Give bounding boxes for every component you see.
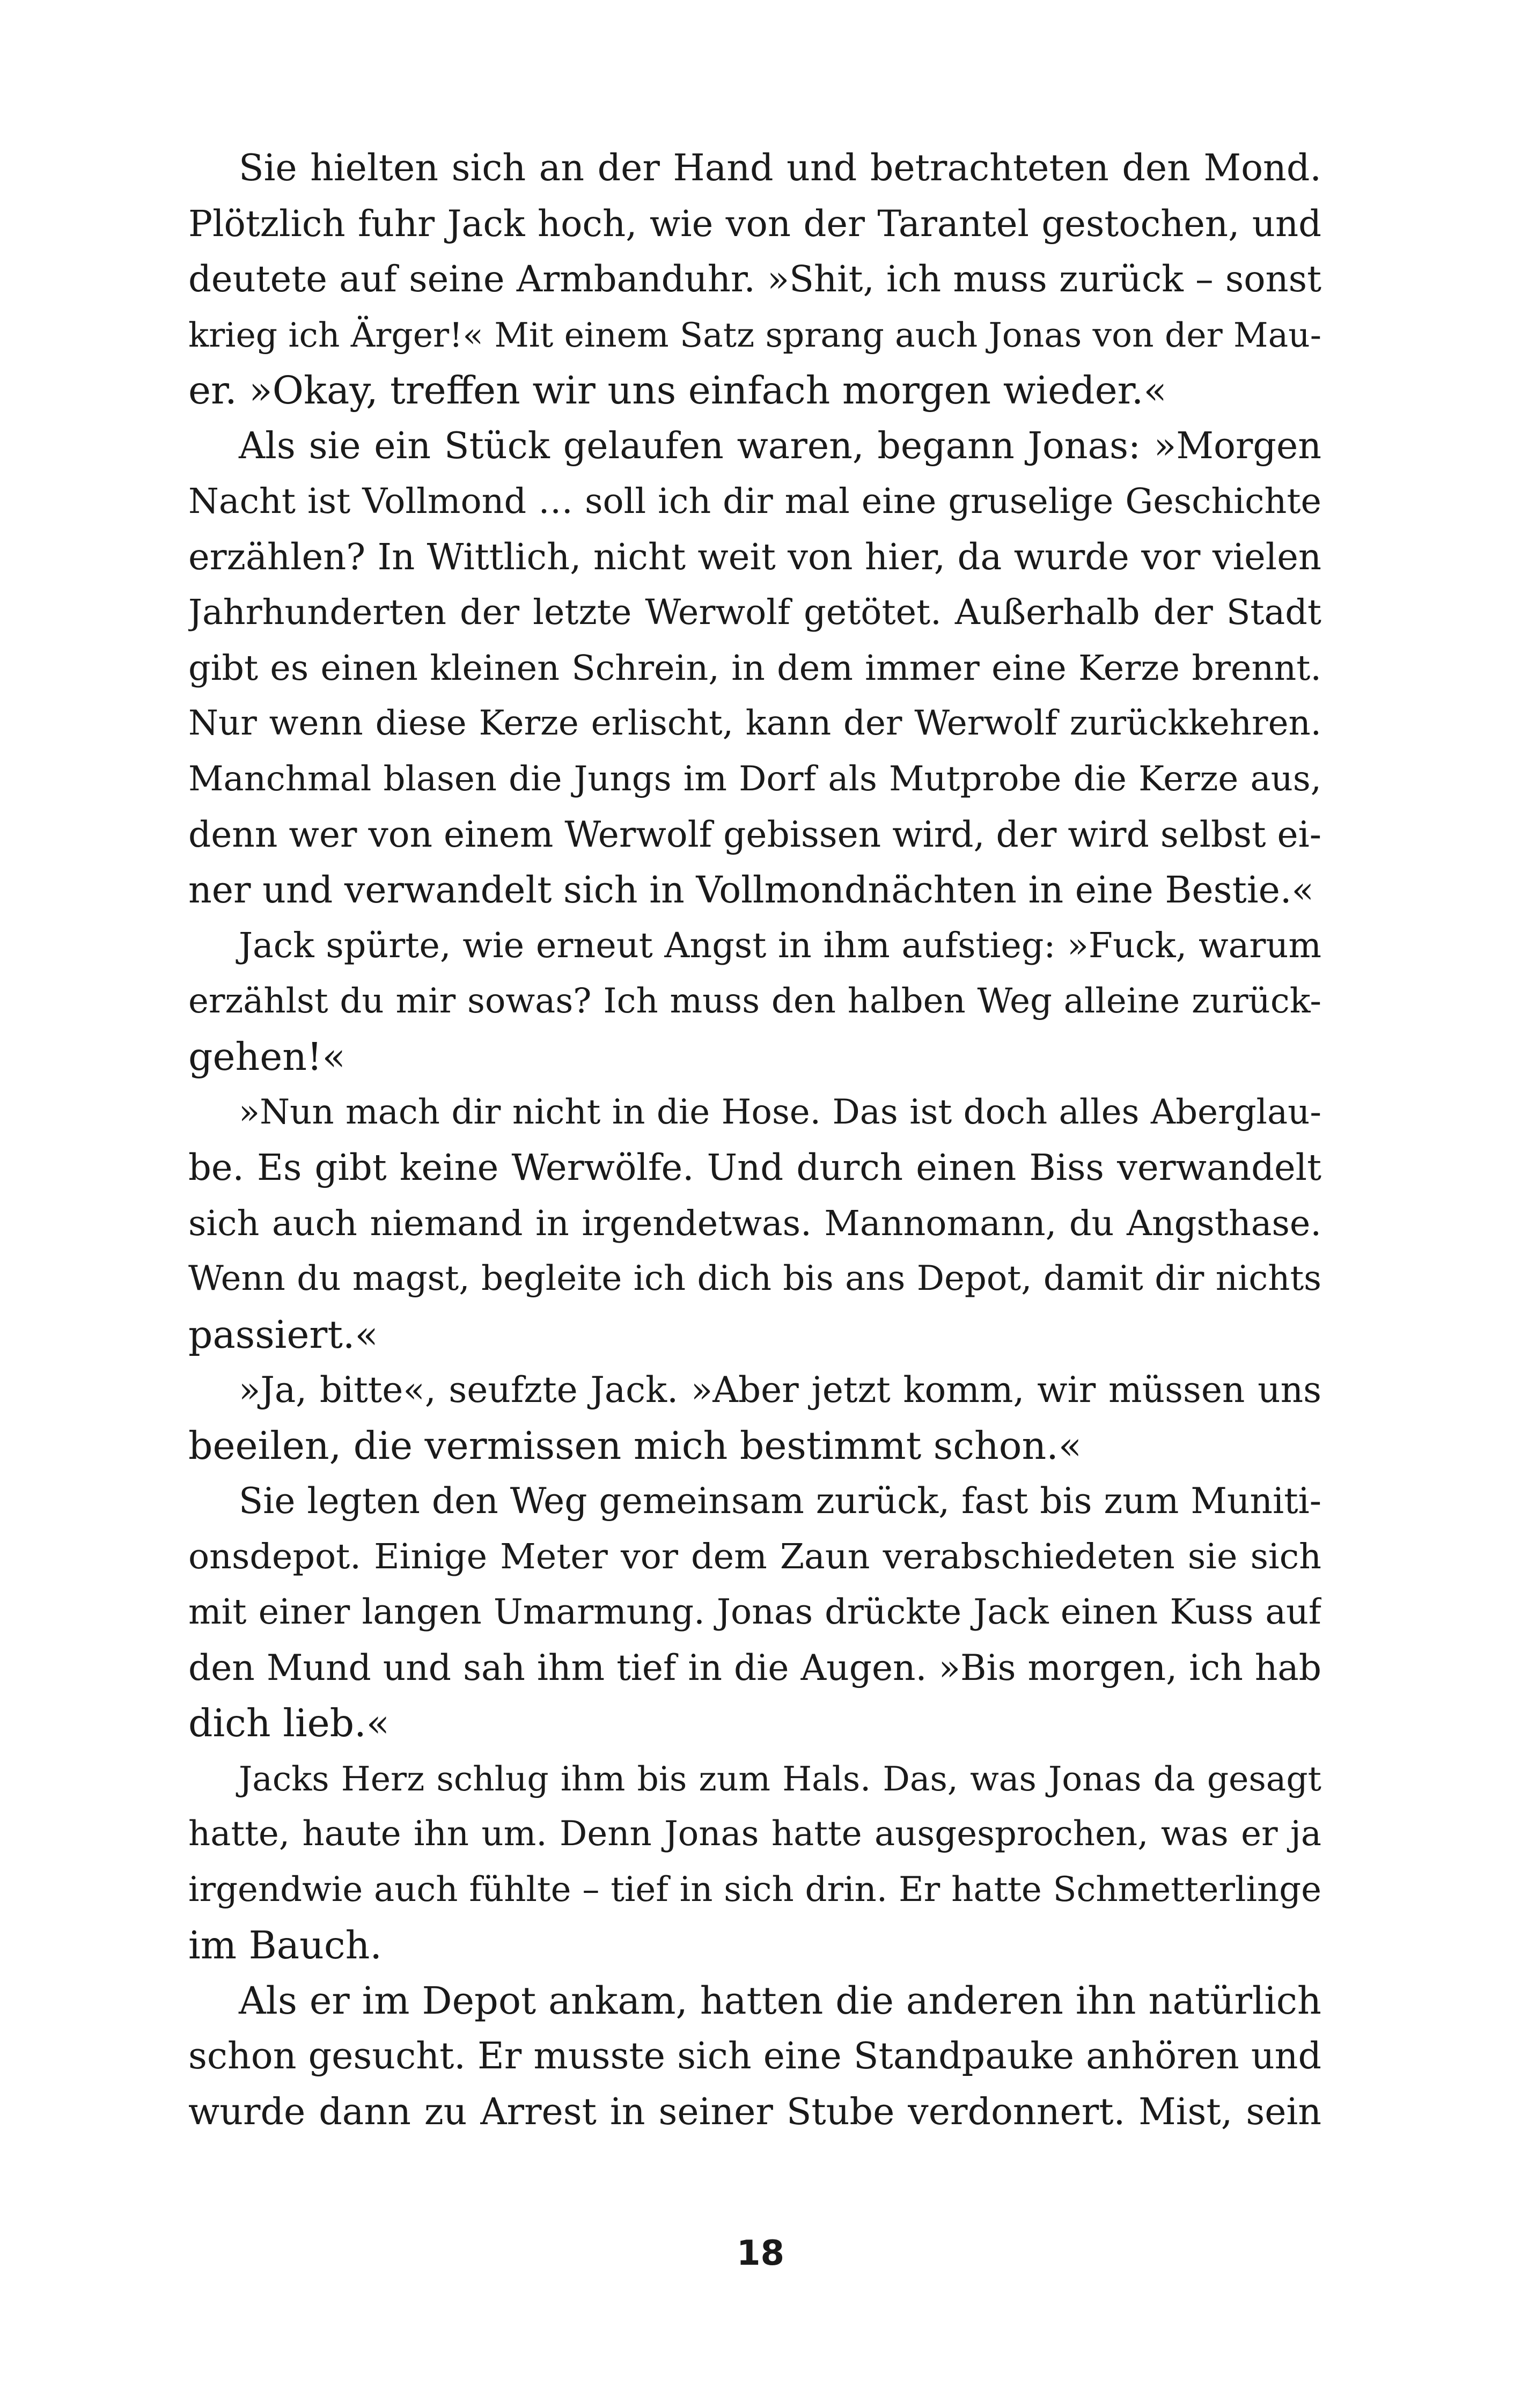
text-line: passiert.« bbox=[188, 1312, 378, 1357]
page-number: 18 bbox=[736, 2234, 785, 2273]
text-line: erzählst du mir sowas? Ich muss den halben Weg alleine zurück- bbox=[188, 981, 1321, 1021]
text-line: »Nun mach dir nicht in die Hose. Das ist doch alles Aberglau- bbox=[239, 1092, 1321, 1132]
text-line: Als sie ein Stück gelaufen waren, begann Jonas: »Morgen bbox=[239, 424, 1321, 467]
text-line: im Bauch. bbox=[188, 1923, 382, 1967]
text-line: Sie legten den Weg gemeinsam zurück, fast bis zum Muniti- bbox=[239, 1480, 1321, 1522]
text-line: Jahrhunderten der letzte Werwolf getötet. Außerhalb der Stadt bbox=[188, 592, 1321, 633]
text-line: den Mund und sah ihm tief in die Augen. »Bis morgen, ich hab bbox=[188, 1647, 1321, 1688]
text-line: hatte, haute ihn um. Denn Jonas hatte ausgesprochen, was er ja bbox=[188, 1814, 1321, 1854]
text-line: Nur wenn diese Kerze erlischt, kann der Werwolf zurückkehren. bbox=[188, 703, 1321, 743]
text-line: be. Es gibt keine Werwölfe. Und durch einen Biss verwandelt bbox=[188, 1147, 1321, 1188]
text-line: er. »Okay, treffen wir uns einfach morgen wieder.« bbox=[188, 368, 1167, 413]
text-line: Plötzlich fuhr Jack hoch, wie von der Tarantel gestochen, und bbox=[188, 202, 1321, 245]
text-line: Manchmal blasen die Jungs im Dorf als Mutprobe die Kerze aus, bbox=[188, 759, 1321, 799]
text-line: Nacht ist Vollmond … soll ich dir mal eine gruselige Geschichte bbox=[188, 481, 1321, 522]
text-line: erzählen? In Wittlich, nicht weit von hier, da wurde vor vielen bbox=[188, 535, 1321, 578]
text-line: »Ja, bitte«, seufzte Jack. »Aber jetzt komm, wir müssen uns bbox=[239, 1369, 1321, 1411]
text-line: Wenn du magst, begleite ich dich bis ans Depot, damit dir nichts bbox=[188, 1259, 1321, 1298]
text-line: deutete auf seine Armbanduhr. »Shit, ich muss zurück – sonst bbox=[188, 258, 1321, 300]
text-line: krieg ich Ärger!« Mit einem Satz sprang auch Jonas von der Mau- bbox=[188, 315, 1321, 355]
text-line: gehen!« bbox=[188, 1034, 346, 1079]
body-text bbox=[188, 141, 1321, 2140]
text-line: schon gesucht. Er musste sich eine Standpauke anhören und bbox=[188, 2035, 1321, 2077]
text-line: wurde dann zu Arrest in seiner Stube verdonnert. Mist, sein bbox=[188, 2090, 1321, 2133]
text-line: mit einer langen Umarmung. Jonas drückte Jack einen Kuss auf bbox=[188, 1592, 1321, 1632]
text-line: Jacks Herz schlug ihm bis zum Hals. Das, was Jonas da gesagt bbox=[239, 1759, 1321, 1798]
text-line: denn wer von einem Werwolf gebissen wird, der wird selbst ei- bbox=[188, 814, 1321, 855]
text-line: gibt es einen kleinen Schrein, in dem immer eine Kerze brennt. bbox=[188, 648, 1321, 688]
text-line: beeilen, die vermissen mich bestimmt schon.« bbox=[188, 1423, 1082, 1468]
text-line: irgendwie auch fühlte – tief in sich drin. Er hatte Schmetterlinge bbox=[188, 1869, 1321, 1910]
text-line: Sie hielten sich an der Hand und betrachteten den Mond. bbox=[239, 147, 1321, 189]
text-line: Als er im Depot ankam, hatten die anderen ihn natürlich bbox=[239, 1978, 1321, 2023]
text-line: dich lieb.« bbox=[188, 1701, 390, 1745]
text-line: Jack spürte, wie erneut Angst in ihm aufstieg: »Fuck, warum bbox=[239, 926, 1321, 966]
text-line: onsdepot. Einige Meter vor dem Zaun verabschiedeten sie sich bbox=[188, 1536, 1321, 1577]
text-line: ner und verwandelt sich in Vollmondnächten in eine Bestie.« bbox=[188, 869, 1314, 912]
text-line: sich auch niemand in irgendetwas. Mannomann, du Angsthase. bbox=[188, 1203, 1321, 1244]
